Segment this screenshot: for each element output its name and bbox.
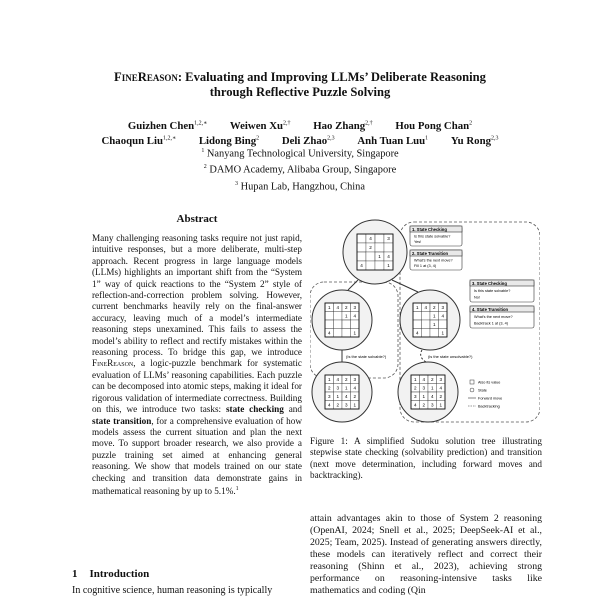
- sudoku-digit: 3: [353, 304, 357, 310]
- sudoku-digit: 4: [439, 385, 443, 391]
- svg-text:What’s the next move?: What’s the next move?: [474, 315, 513, 319]
- intro-text: In cognitive science, human reasoning is typically: [72, 585, 273, 596]
- sudoku-digit: 2: [439, 393, 443, 399]
- svg-text:Fill 1 at (3, 4): Fill 1 at (3, 4): [414, 264, 437, 268]
- grid-left: [325, 303, 359, 337]
- sudoku-digit: 1: [336, 393, 340, 399]
- sudoku-cell: [334, 329, 343, 338]
- callout-state-checking-3: [470, 280, 534, 302]
- svg-text:3. State Checking: 3. State Checking: [472, 280, 507, 286]
- sudoku-digit: 3: [422, 385, 426, 391]
- figure-sudoku-tree: [310, 212, 540, 434]
- affiliation-list: [40, 145, 560, 194]
- sudoku-digit: 3: [430, 402, 434, 408]
- abstract-body: Many challenging reasoning tasks require not just rapid, intuitive responses, but a more deliberate, multi-step approach. Recent progress in large language models (LLMs) highlights an important shift from the “System 1” way of quick reactions to the “System 2” style of reflection-and-correction problem solving. However, current benchmarks heavily rely on the final-answer accuracy, leaving much of a model’s intermediate reasoning steps unexamined. This fails to assess the model’s ability to reflect and rectify mistakes within the reasoning process. To bridge this gap, we introduce FineReason, a logic-puzzle benchmark for systematic evaluation of LLMs’ reasoning capabilities. Each puzzle can be decomposed into atomic steps, making it ideal for rigorous validation of intermediate correctness. Building on this, we introduce two tasks: state checking and state transition, for a comprehensive evaluation of how models assess the current situation and plan the next move. To support broader research, we also provide a puzzle training set aimed at enhancing general reasoning. We show that models trained on our state checking and transition data demonstrate gains in mathematical reasoning by up to 5.1%.$^1$: [92, 233, 302, 496]
- sudoku-digit: 1: [327, 376, 331, 382]
- svg-text:Yes!: Yes!: [414, 240, 422, 244]
- author: Hao Zhang$^{2,\dagger}$: [313, 119, 373, 132]
- sudoku-cell: [351, 320, 360, 329]
- edge-forward: [392, 280, 418, 292]
- sudoku-digit: 3: [336, 385, 340, 391]
- sudoku-cell: [413, 312, 422, 321]
- author: Deli Zhao$^{2,3}$: [281, 135, 335, 148]
- callout-state-transition-2: [410, 250, 462, 270]
- sudoku-digit: 4: [430, 393, 434, 399]
- author-list: [40, 117, 560, 148]
- edge-label-left: (Is the state solvable?): [346, 354, 387, 359]
- sudoku-digit: 4: [327, 330, 331, 336]
- sudoku-digit: 4: [413, 402, 417, 408]
- sudoku-digit: 4: [353, 385, 357, 391]
- affiliation: $^2$ DAMO Academy, Alibaba Group, Singapore: [203, 164, 397, 176]
- svg-text:No!: No!: [474, 295, 480, 300]
- sudoku-digit: 1: [422, 393, 426, 399]
- sudoku-cell: [375, 261, 384, 270]
- sudoku-cell: [422, 312, 431, 321]
- figure-caption: Figure 1: A simplified Sudoku solution tree illustrating stepwise state checking (solvability prediction) and transition (next move determination, including forward moves and backtracking).: [310, 436, 542, 481]
- sudoku-cell: [334, 320, 343, 329]
- sudoku-digit: 3: [344, 402, 348, 408]
- sudoku-digit: 1: [432, 321, 436, 327]
- sudoku-cell: [357, 243, 366, 252]
- grid-left-leaf: [325, 375, 359, 409]
- author: Lidong Bing$^2$: [198, 135, 260, 148]
- sudoku-cell: [375, 243, 384, 252]
- svg-text:Backtrack 1 at (3, 4): Backtrack 1 at (3, 4): [474, 321, 508, 326]
- sudoku-digit: 2: [413, 385, 417, 391]
- author: Weiwen $Xu^{2,\dagger}$: [229, 119, 291, 132]
- sudoku-digit: 1: [378, 254, 381, 260]
- grid-right: [413, 303, 447, 337]
- edge-backtracking: [421, 350, 426, 362]
- title-name: FineReason: [114, 70, 178, 84]
- grid-right-leaf: [411, 375, 445, 409]
- sudoku-digit: 4: [353, 313, 357, 319]
- svg-text:Forward move: Forward move: [478, 396, 503, 401]
- svg-text:2. State Transition: 2. State Transition: [412, 250, 449, 256]
- sudoku-digit: 1: [439, 402, 443, 408]
- sudoku-cell: [375, 234, 384, 243]
- sudoku-digit: 1: [327, 304, 331, 310]
- sudoku-digit: 3: [439, 376, 443, 382]
- callout-state-checking-1: [410, 226, 462, 246]
- author: Yu Rong$^{2,3}$: [450, 135, 499, 148]
- sudoku-digit: 4: [424, 304, 428, 310]
- affiliation: $^3$ Hupan Lab, Hangzhou, China: [235, 180, 365, 192]
- affiliation: $^1$ Nanyang Technological University, Singapore: [201, 148, 399, 160]
- sudoku-digit: 4: [441, 313, 445, 319]
- sudoku-digit: 3: [441, 304, 445, 310]
- sudoku-digit: 1: [432, 313, 436, 319]
- sudoku-digit: 2: [336, 402, 340, 408]
- sudoku-digit: 3: [387, 236, 390, 242]
- sudoku-digit: 4: [336, 376, 340, 382]
- sudoku-digit: 1: [344, 385, 348, 391]
- sudoku-digit: 1: [413, 376, 417, 382]
- sudoku-cell: [413, 320, 422, 329]
- sudoku-digit: 1: [430, 385, 434, 391]
- svg-text:State: State: [478, 388, 487, 393]
- sudoku-digit: 2: [430, 376, 434, 382]
- sudoku-cell: [366, 252, 375, 261]
- title-line2: through Reflective Puzzle Solving: [209, 85, 391, 99]
- sudoku-cell: [422, 320, 431, 329]
- abstract-heading: Abstract: [176, 213, 218, 225]
- sudoku-digit: 2: [344, 304, 348, 310]
- sudoku-digit: 4: [336, 304, 340, 310]
- sudoku-digit: 4: [415, 330, 419, 336]
- sudoku-cell: [334, 312, 343, 321]
- title-rest: : Evaluating and Improving LLMs’ Deliberate Reasoning: [177, 70, 486, 84]
- section-heading: 1 Introduction: [72, 568, 150, 580]
- sudoku-cell: [384, 243, 393, 252]
- sudoku-digit: 4: [422, 376, 426, 382]
- sudoku-cell: [422, 329, 431, 338]
- sudoku-digit: 1: [387, 263, 390, 269]
- sudoku-digit: 2: [327, 385, 331, 391]
- sudoku-cell: [430, 329, 439, 338]
- paper-title: [40, 70, 560, 100]
- right-column-text: attain advantages akin to those of System 2 reasoning (OpenAI, 2024; Snell et al., 2025; DeepSeek-AI et al., 2025; Team, 2025). Instead of generating answers directly, these models can iteratively reflect and correct their reasoning (Shinn et al., 2023), achieving strong performance on reasoning-intensive tasks like mathematics and coding (Qin: [310, 513, 542, 596]
- sudoku-cell: [366, 261, 375, 270]
- svg-text:1. State Checking: 1. State Checking: [412, 226, 447, 232]
- svg-text:Backtracking: Backtracking: [478, 404, 500, 409]
- edge-label-right: (is the state unsolvable?): [428, 354, 473, 359]
- sudoku-cell: [325, 312, 334, 321]
- author: Anh Tuan Luu$^1$: [357, 135, 429, 148]
- sudoku-cell: [357, 252, 366, 261]
- footnote-mark: 1: [235, 485, 239, 492]
- figure-legend: [468, 380, 502, 409]
- sudoku-digit: 4: [360, 263, 363, 269]
- sudoku-digit: 1: [353, 330, 357, 336]
- sudoku-digit: 4: [344, 393, 348, 399]
- svg-text:Also its value: Also its value: [478, 380, 501, 385]
- svg-text:4. State Transition: 4. State Transition: [472, 306, 509, 312]
- sudoku-cell: [342, 320, 351, 329]
- sudoku-digit: 2: [432, 304, 436, 310]
- sudoku-cell: [325, 320, 334, 329]
- sudoku-cell: [357, 234, 366, 243]
- sudoku-digit: 2: [422, 402, 426, 408]
- sudoku-digit: 3: [413, 393, 417, 399]
- sudoku-digit: 3: [353, 376, 357, 382]
- sudoku-digit: 2: [344, 376, 348, 382]
- svg-text:What’s the next move?: What’s the next move?: [414, 258, 453, 263]
- edge-forward: [348, 280, 358, 290]
- svg-text:Is this state solvable?: Is this state solvable?: [474, 289, 511, 293]
- sudoku-digit: 2: [353, 393, 357, 399]
- sudoku-digit: 3: [327, 393, 331, 399]
- sudoku-digit: 1: [353, 402, 357, 408]
- grid-root: [357, 234, 393, 270]
- sudoku-digit: 4: [327, 402, 331, 408]
- sudoku-digit: 4: [387, 254, 390, 260]
- sudoku-cell: [439, 320, 448, 329]
- sudoku-digit: 1: [344, 313, 348, 319]
- author: Chaoqun Liu$^{1,2,∗}$: [101, 135, 177, 148]
- sudoku-digit: 1: [415, 304, 419, 310]
- sudoku-digit: 1: [441, 330, 445, 336]
- callout-state-transition-4: [470, 306, 534, 328]
- svg-text:Is this state solvable?: Is this state solvable?: [414, 234, 451, 239]
- author: Hou Pong Chan$^2$: [395, 119, 473, 132]
- sudoku-digit: 4: [369, 236, 372, 242]
- sudoku-cell: [342, 329, 351, 338]
- sudoku-digit: 2: [369, 245, 372, 251]
- author: Guizhen Chen$^{1,2,∗}$: [127, 119, 208, 132]
